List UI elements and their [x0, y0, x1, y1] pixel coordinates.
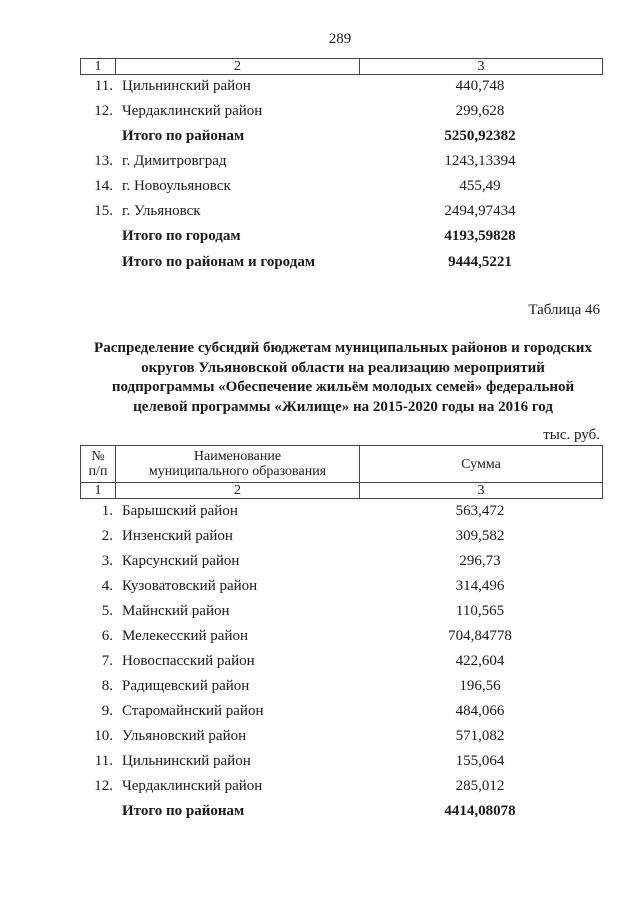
subtotal-row [80, 799, 602, 824]
header-number-line2: п/п [88, 464, 108, 479]
row-name: Радищевский район [122, 678, 250, 694]
row-number: 4. [101, 578, 113, 594]
header-name-line2: муниципального образования [148, 464, 327, 479]
row-value: 704,84778 [448, 628, 512, 644]
column-number-2: 2 [116, 59, 360, 75]
table46-header [80, 445, 603, 499]
row-number: 2. [101, 528, 113, 544]
row-name: Ульяновский район [122, 728, 247, 744]
column-number-1: 1 [81, 483, 116, 499]
subtotal-row [80, 224, 602, 249]
table-row [80, 99, 602, 124]
table-row [80, 649, 602, 674]
row-value: 455,49 [459, 178, 501, 194]
table-row [80, 74, 602, 99]
row-name: Барышский район [122, 503, 238, 519]
row-name: Карсунский район [122, 553, 240, 569]
title-line: подпрограммы «Обеспечение жильём молодых семей» федеральной [111, 379, 575, 395]
table-row [80, 199, 602, 224]
row-number: 11. [94, 753, 113, 769]
row-value: 484,066 [455, 703, 505, 719]
row-number: 14. [94, 178, 113, 194]
title-line: целевой программы «Жилище» на 2015-2020 годы на 2016 год [133, 398, 553, 415]
row-value: 296,73 [459, 553, 501, 569]
row-value: 571,082 [455, 728, 505, 744]
row-number: 15. [94, 203, 113, 219]
row-value: 440,748 [455, 78, 505, 94]
row-value: 110,565 [455, 603, 505, 619]
header-number-line1: № [91, 449, 105, 464]
row-name: Чердаклинский район [122, 103, 263, 119]
row-number: 12. [94, 103, 113, 119]
row-value: 4193,59828 [444, 228, 516, 244]
table-row [80, 774, 602, 799]
header-name-line1: Наименование [193, 449, 282, 464]
row-name: Цильнинский район [122, 753, 251, 769]
table-row [80, 174, 602, 199]
title-line: Распределение субсидий бюджетам муниципальных районов и городских [94, 340, 592, 356]
row-name: Итого по городам [122, 228, 241, 244]
row-number: 5. [101, 603, 113, 619]
table-row [80, 699, 602, 724]
row-value: 1243,13394 [444, 153, 516, 169]
row-number: 7. [101, 653, 113, 669]
table-row [80, 574, 602, 599]
row-name: Старомайнский район [122, 703, 264, 719]
row-name: Чердаклинский район [122, 778, 263, 794]
table-row [80, 499, 602, 524]
subtotal-row [80, 124, 602, 149]
row-name: Итого по районам [122, 803, 245, 819]
row-number: 9. [101, 703, 113, 719]
row-name: г. Димитровград [122, 153, 227, 169]
row-value: 196,56 [459, 678, 501, 694]
header-name [116, 446, 360, 483]
row-value: 5250,92382 [444, 128, 516, 144]
table-row [80, 624, 602, 649]
row-number: 12. [94, 778, 113, 794]
row-name: Мелекесский район [122, 628, 249, 644]
row-name: Майнский район [122, 603, 230, 619]
row-number: 8. [101, 678, 113, 694]
column-number-2: 2 [116, 483, 360, 499]
column-number-3: 3 [360, 59, 603, 75]
units-label: тыс. руб. [543, 427, 600, 443]
continued-table-column-numbers [80, 58, 603, 75]
row-name: г. Ульяновск [122, 203, 201, 219]
row-value: 299,628 [455, 103, 505, 119]
row-value: 563,472 [455, 503, 505, 519]
row-value: 314,496 [455, 578, 505, 594]
row-value: 2494,97434 [444, 203, 516, 219]
row-name: Итого по районам [122, 128, 245, 144]
table-row [80, 149, 602, 174]
row-number: 11. [94, 78, 113, 94]
header-number [81, 446, 116, 483]
page-number: 289 [328, 31, 352, 47]
header-sum: Сумма [360, 446, 603, 483]
table-row [80, 724, 602, 749]
row-value: 285,012 [455, 778, 505, 794]
row-name: Новоспасский район [122, 653, 255, 669]
column-number-1: 1 [81, 59, 116, 75]
table-row [80, 549, 602, 574]
table-row [80, 599, 602, 624]
row-value: 309,582 [455, 528, 505, 544]
row-number: 6. [101, 628, 113, 644]
row-name: Цильнинский район [122, 78, 251, 94]
table-title [70, 339, 616, 417]
row-name: г. Новоульяновск [122, 178, 231, 194]
row-number: 1. [101, 503, 113, 519]
row-number: 13. [94, 153, 113, 169]
row-number: 3. [101, 553, 113, 569]
row-value: 422,604 [455, 653, 505, 669]
row-value: 155,064 [455, 753, 505, 769]
row-name: Итого по районам и городам [122, 254, 316, 270]
row-value: 4414,08078 [444, 803, 516, 819]
table-row [80, 524, 602, 549]
table-row [80, 674, 602, 699]
table-label: Таблица 46 [528, 302, 600, 318]
table-row [80, 749, 602, 774]
column-number-3: 3 [360, 483, 603, 499]
title-line: округов Ульяновской области на реализацию мероприятий [141, 359, 545, 376]
row-name: Инзенский район [122, 528, 233, 544]
row-number: 10. [94, 728, 113, 744]
total-row [80, 250, 602, 275]
row-name: Кузоватовский район [122, 578, 258, 594]
row-value: 9444,5221 [448, 254, 512, 270]
